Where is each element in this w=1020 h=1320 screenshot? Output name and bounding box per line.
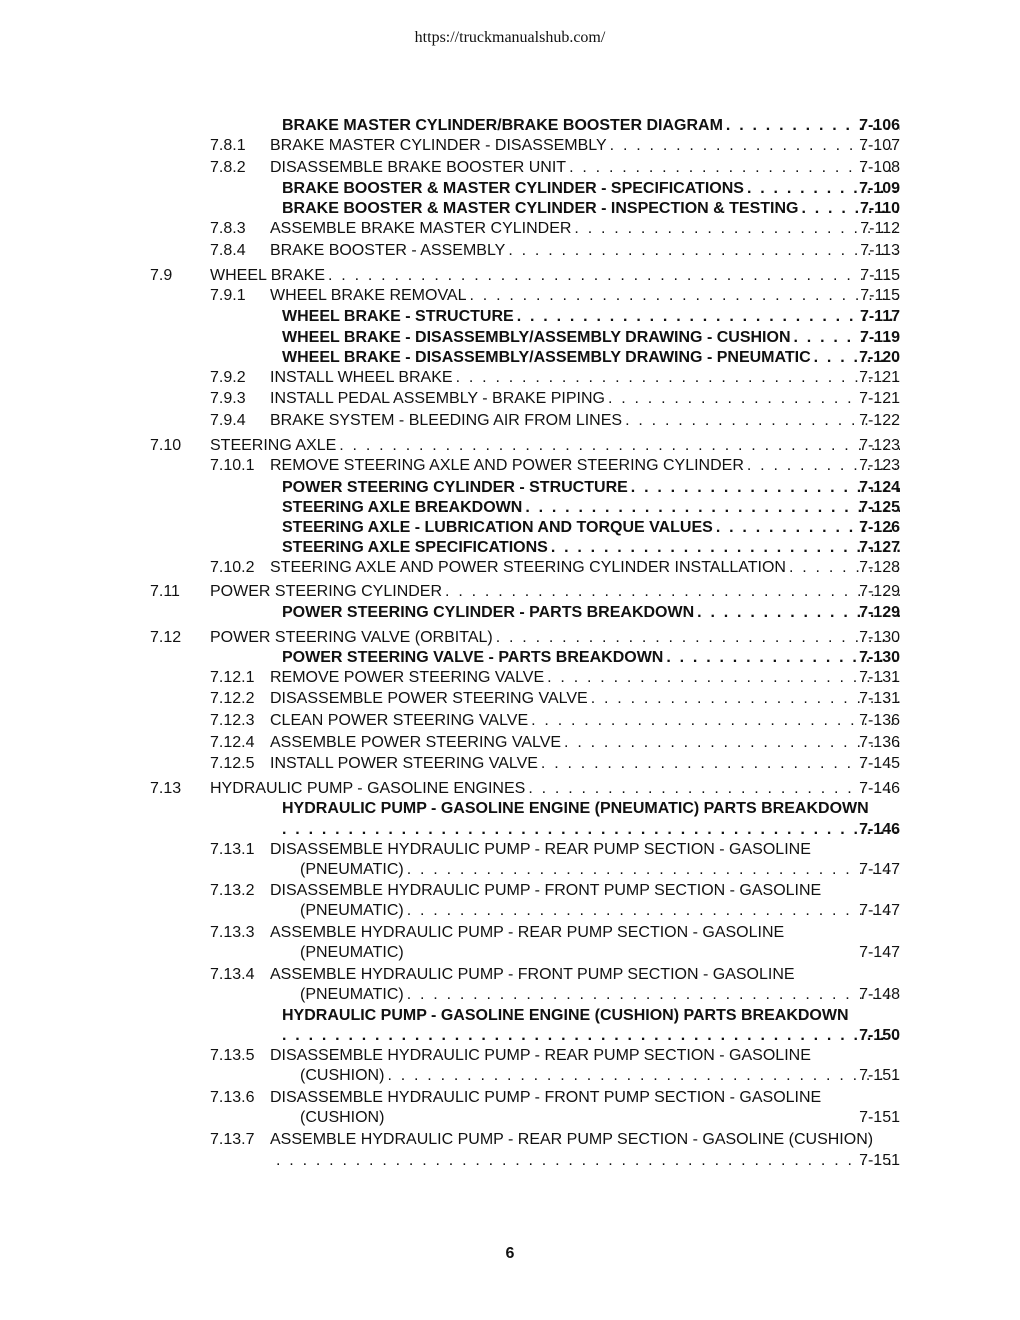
toc-entry-number: 7.12.2 — [210, 690, 255, 707]
toc-entry-number: 7.13.6 — [210, 1089, 255, 1106]
toc-entry-title: STEERING AXLE AND POWER STEERING CYLINDER INSTALLATION — [270, 559, 786, 576]
toc-entry[interactable] — [0, 266, 1020, 286]
toc-entry-number: 7.8.3 — [210, 220, 246, 237]
toc-entry[interactable] — [0, 498, 1020, 518]
toc-entry[interactable] — [0, 881, 1020, 901]
toc-entry-title: REMOVE STEERING AXLE AND POWER STEERING CYLINDER — [270, 457, 744, 474]
toc-entry[interactable] — [0, 840, 1020, 860]
toc-entry-number: 7.10 — [150, 437, 182, 454]
toc-entry-page: 7-121 — [859, 390, 900, 407]
toc-entry-title: DISASSEMBLE HYDRAULIC PUMP - FRONT PUMP SECTION - GASOLINE — [270, 1089, 822, 1106]
toc-entry-title: ASSEMBLE HYDRAULIC PUMP - FRONT PUMP SECTION - GASOLINE — [270, 966, 795, 983]
toc-entry-title: BRAKE BOOSTER & MASTER CYLINDER - SPECIFICATIONS — [282, 180, 744, 197]
toc-entry[interactable] — [0, 668, 1020, 688]
toc-entry-number: 7.9.3 — [210, 390, 246, 407]
toc-entry-title: INSTALL POWER STEERING VALVE — [270, 755, 538, 772]
toc-entry-page: 7-131 — [859, 690, 900, 707]
toc-entry-title: STEERING AXLE BREAKDOWN — [282, 499, 523, 516]
toc-entry-number: 7.11 — [150, 583, 180, 600]
toc-entry-title: DISASSEMBLE HYDRAULIC PUMP - REAR PUMP SECTION - GASOLINE — [270, 1047, 811, 1064]
toc-entry-page: 7-122 — [859, 412, 900, 429]
toc-entry-page: 7-129 — [859, 604, 900, 621]
toc-entry[interactable] — [0, 799, 1020, 819]
toc-entry-title: BRAKE BOOSTER - ASSEMBLY — [270, 242, 506, 259]
toc-entry-title: WHEEL BRAKE — [210, 267, 325, 284]
toc-entry-number: 7.12.4 — [210, 734, 255, 751]
toc-entry-title-continued: (PNEUMATIC) — [300, 986, 404, 1003]
toc-entry[interactable] — [0, 518, 1020, 538]
toc-entry-number: 7.9 — [150, 267, 173, 284]
toc-entry[interactable] — [0, 411, 1020, 431]
toc-entry-title-continued: (PNEUMATIC) — [300, 944, 404, 961]
toc-entry-number: 7.13.3 — [210, 924, 255, 941]
toc-entry-page: 7-129 — [859, 583, 900, 600]
toc-entry-number: 7.12 — [150, 629, 182, 646]
toc-entry-number: 7.10.2 — [210, 559, 255, 576]
toc-entry[interactable] — [0, 965, 1020, 985]
toc-entry-number: 7.10.1 — [210, 457, 255, 474]
toc-entry-page: 7-151 — [859, 1109, 900, 1126]
toc-entry-page: 7-130 — [859, 629, 900, 646]
toc-entry-title-continued: (PNEUMATIC) — [300, 861, 404, 878]
toc-entry-page: 7-147 — [859, 861, 900, 878]
toc-entry-title: INSTALL WHEEL BRAKE — [270, 369, 453, 386]
toc-entry-title: INSTALL PEDAL ASSEMBLY - BRAKE PIPING — [270, 390, 605, 407]
toc-entry[interactable] — [0, 689, 1020, 709]
toc-entry[interactable] — [0, 538, 1020, 558]
toc-entry[interactable] — [0, 711, 1020, 731]
toc-entry-continuation — [0, 985, 1020, 1005]
toc-entry-title: ASSEMBLE BRAKE MASTER CYLINDER — [270, 220, 572, 237]
toc-entry-page: 7-130 — [859, 649, 900, 666]
toc-entry-page: 7-126 — [859, 519, 900, 536]
toc-entry-page: 7-109 — [859, 180, 900, 197]
toc-entry[interactable] — [0, 733, 1020, 753]
toc-entry[interactable] — [0, 1006, 1020, 1026]
toc-entry[interactable] — [0, 478, 1020, 498]
toc-entry-page: 7-113 — [860, 242, 900, 259]
toc-entry[interactable] — [0, 436, 1020, 456]
toc-entry-number: 7.9.4 — [210, 412, 246, 429]
toc-entry-page: 7-131 — [859, 669, 900, 686]
toc-entry-page: 7-145 — [859, 755, 900, 772]
toc-entry-title: ASSEMBLE HYDRAULIC PUMP - REAR PUMP SECTION - GASOLINE — [270, 924, 785, 941]
toc-entry[interactable] — [0, 558, 1020, 578]
toc-entry[interactable] — [0, 158, 1020, 178]
toc-entry[interactable] — [0, 348, 1020, 368]
toc-entry-number: 7.12.1 — [210, 669, 255, 686]
toc-entry-page: 7-120 — [859, 349, 900, 366]
toc-entry-number: 7.13.2 — [210, 882, 255, 899]
toc-entry-page: 7-146 — [859, 821, 900, 838]
toc-entry-number: 7.8.4 — [210, 242, 246, 259]
toc-entry-number: 7.13.4 — [210, 966, 255, 983]
toc-entry-title: POWER STEERING CYLINDER - STRUCTURE — [282, 479, 628, 496]
toc-entry-page: 7-115 — [860, 267, 900, 284]
toc-entry[interactable] — [0, 389, 1020, 409]
toc-entry-title: BRAKE MASTER CYLINDER - DISASSEMBLY — [270, 137, 607, 154]
toc-entry[interactable] — [0, 628, 1020, 648]
toc-entry-continuation — [0, 820, 1020, 840]
toc-entry-number: 7.9.2 — [210, 369, 246, 386]
toc-entry[interactable] — [0, 1088, 1020, 1108]
toc-entry-title: WHEEL BRAKE - DISASSEMBLY/ASSEMBLY DRAWING - PNEUMATIC — [282, 349, 811, 366]
toc-entry-title-continued: (PNEUMATIC) — [300, 902, 404, 919]
toc-entry-page: 7-123 — [859, 437, 900, 454]
toc-entry-page: 7-108 — [859, 159, 900, 176]
toc-entry-title: DISASSEMBLE BRAKE BOOSTER UNIT — [270, 159, 567, 176]
toc-entry-title: POWER STEERING CYLINDER — [210, 583, 443, 600]
toc-entry-number: 7.8.1 — [210, 137, 246, 154]
toc-entry-title: DISASSEMBLE HYDRAULIC PUMP - REAR PUMP SECTION - GASOLINE — [270, 841, 811, 858]
toc-entry[interactable] — [0, 779, 1020, 799]
toc-entry[interactable] — [0, 923, 1020, 943]
toc-entry-page: 7-123 — [859, 457, 900, 474]
toc-entry-page: 7-136 — [859, 712, 900, 729]
toc-entry-title: POWER STEERING CYLINDER - PARTS BREAKDOWN — [282, 604, 695, 621]
toc-entry-title: WHEEL BRAKE - STRUCTURE — [282, 308, 514, 325]
toc-entry[interactable] — [0, 456, 1020, 476]
toc-entry-title: BRAKE MASTER CYLINDER/BRAKE BOOSTER DIAGRAM — [282, 117, 723, 134]
toc-entry-title: WHEEL BRAKE - DISASSEMBLY/ASSEMBLY DRAWING - CUSHION — [282, 329, 791, 346]
toc-entry[interactable] — [0, 328, 1020, 348]
toc-entry-page: 7-110 — [859, 200, 900, 217]
toc-entry[interactable] — [0, 307, 1020, 327]
toc-entry-title: STEERING AXLE - LUBRICATION AND TORQUE VALUES — [282, 519, 713, 536]
toc-entry-number: 7.13.7 — [210, 1131, 255, 1148]
toc-entry-title: POWER STEERING VALVE (ORBITAL) — [210, 629, 493, 646]
toc-entry-title: ASSEMBLE HYDRAULIC PUMP - REAR PUMP SECTION - GASOLINE (CUSHION) — [270, 1131, 874, 1148]
toc-entry-title-continued: (CUSHION) — [300, 1109, 385, 1126]
toc-entry[interactable] — [0, 648, 1020, 668]
toc-entry-continuation — [0, 860, 1020, 880]
toc-entry[interactable] — [0, 754, 1020, 774]
toc-entry[interactable] — [0, 1046, 1020, 1066]
toc-entry-title: HYDRAULIC PUMP - GASOLINE ENGINES — [210, 780, 526, 797]
toc-entry-title: BRAKE BOOSTER & MASTER CYLINDER - INSPECTION & TESTING — [282, 200, 799, 217]
toc-entry-page: 7-146 — [859, 780, 900, 797]
toc-entry-number: 7.9.1 — [210, 287, 246, 304]
toc-entry-page: 7-112 — [860, 220, 900, 237]
toc-entry-continuation — [0, 1026, 1020, 1046]
toc-entry-title: DISASSEMBLE POWER STEERING VALVE — [270, 690, 588, 707]
toc-entry[interactable] — [0, 199, 1020, 219]
toc-entry[interactable] — [0, 1130, 1020, 1150]
toc-entry-title: CLEAN POWER STEERING VALVE — [270, 712, 529, 729]
header-url: https://truckmanualshub.com/ — [414, 29, 606, 46]
toc-entry-number: 7.13 — [150, 780, 182, 797]
toc-entry-page: 7-121 — [859, 369, 900, 386]
toc-entry-page: 7-151 — [859, 1152, 900, 1169]
toc-entry[interactable] — [0, 179, 1020, 199]
toc-entry[interactable] — [0, 219, 1020, 239]
toc-entry-continuation — [0, 1108, 1020, 1128]
toc-entry-page: 7-115 — [860, 287, 900, 304]
toc-entry-page: 7-147 — [859, 944, 900, 961]
toc-entry[interactable] — [0, 136, 1020, 156]
page-number: 6 — [505, 1245, 515, 1262]
toc-entry-title: REMOVE POWER STEERING VALVE — [270, 669, 545, 686]
toc-entry-title: DISASSEMBLE HYDRAULIC PUMP - FRONT PUMP SECTION - GASOLINE — [270, 882, 822, 899]
toc-entry-title: HYDRAULIC PUMP - GASOLINE ENGINE (PNEUMATIC) PARTS BREAKDOWN — [282, 800, 869, 817]
toc-entry-continuation — [0, 1151, 1020, 1171]
toc-entry[interactable] — [0, 368, 1020, 388]
toc-entry-number: 7.12.5 — [210, 755, 255, 772]
toc-entry-title: BRAKE SYSTEM - BLEEDING AIR FROM LINES — [270, 412, 623, 429]
toc-entry-number: 7.13.1 — [210, 841, 255, 858]
toc-entry[interactable] — [0, 241, 1020, 261]
toc-entry[interactable] — [0, 582, 1020, 602]
toc-entry[interactable] — [0, 603, 1020, 623]
toc-entry-continuation — [0, 1066, 1020, 1086]
toc-entry-page: 7-125 — [859, 499, 900, 516]
toc-entry-page: 7-106 — [859, 117, 900, 134]
toc-entry-page: 7-150 — [859, 1027, 900, 1044]
toc-entry[interactable] — [0, 116, 1020, 136]
toc-entry-continuation — [0, 943, 1020, 963]
toc-entry-title-continued: (CUSHION) — [300, 1067, 385, 1084]
toc-entry-page: 7-127 — [859, 539, 900, 556]
toc-entry[interactable] — [0, 286, 1020, 306]
toc-entry-number: 7.12.3 — [210, 712, 255, 729]
toc-entry-page: 7-107 — [859, 137, 900, 154]
toc-entry-page: 7-119 — [859, 329, 900, 346]
toc-entry-title: HYDRAULIC PUMP - GASOLINE ENGINE (CUSHION) PARTS BREAKDOWN — [282, 1007, 849, 1024]
toc-entry-page: 7-136 — [859, 734, 900, 751]
toc-entry-page: 7-128 — [859, 559, 900, 576]
toc-entry-continuation — [0, 901, 1020, 921]
toc-entry-page: 7-124 — [859, 479, 900, 496]
toc-entry-number: 7.13.5 — [210, 1047, 255, 1064]
toc-entry-page: 7-117 — [859, 308, 900, 325]
toc-entry-number: 7.8.2 — [210, 159, 246, 176]
toc-entry-title: STEERING AXLE — [210, 437, 337, 454]
toc-entry-page: 7-151 — [859, 1067, 900, 1084]
toc-entry-title: ASSEMBLE POWER STEERING VALVE — [270, 734, 562, 751]
toc-entry-page: 7-147 — [859, 902, 900, 919]
toc-entry-title: WHEEL BRAKE REMOVAL — [270, 287, 467, 304]
toc-entry-page: 7-148 — [859, 986, 900, 1003]
toc-entry-title: STEERING AXLE SPECIFICATIONS — [282, 539, 548, 556]
toc-entry-title: POWER STEERING VALVE - PARTS BREAKDOWN — [282, 649, 664, 666]
